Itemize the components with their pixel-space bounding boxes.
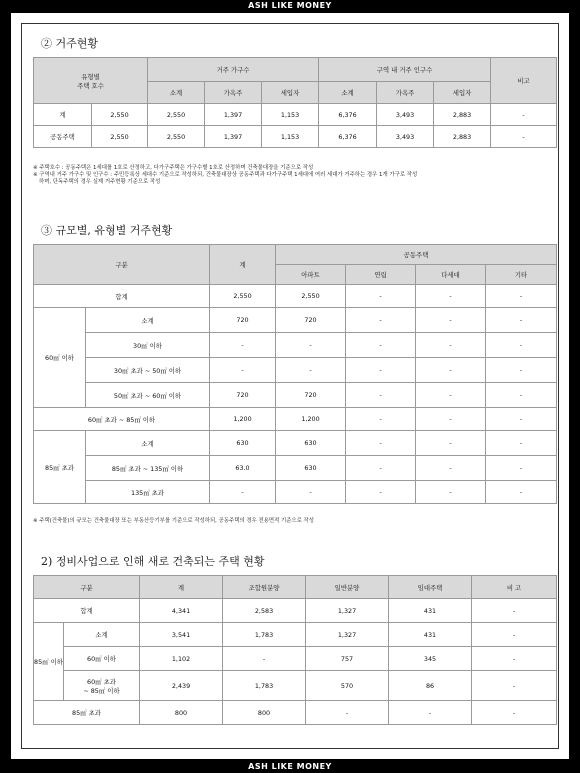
header-apartment-group: 공동주택 xyxy=(276,245,557,265)
residence-table xyxy=(33,57,557,148)
table-row: 60㎡ 이하 1,102 - 757 345 - xyxy=(34,647,557,671)
table-row: 계 2,550 2,550 1,397 1,153 6,376 3,493 2,883 - xyxy=(34,104,557,126)
table-row: 30㎡ 이하 - - - - - xyxy=(34,333,557,358)
table-row: 85㎡ 초과 800 800 - - - xyxy=(34,701,557,725)
top-banner: ASH LIKE MONEY xyxy=(0,0,580,12)
residence-notes: ※ 주택호수 : 공동주택은 1세대를 1호로 산정하고, 다가구주택은 가구수별 1호로 산정하며 건축물대장을 기준으로 작성 ※ 구역내 거주 가구수 및 인구수 : 주민등록상 세대수 기준으로 작성하되, 건축물대장상 공동주택과 다가구주택 1세대에 여러 세대가 거주하는 경우 1개 가구로 작성 하며, 단독주택의 경우 실제 거주현황 기준으로 작성 xyxy=(33,165,418,185)
size-note: ※ 주택(건축물)의 규모는 건축물대장 또는 부동산등기부를 기준으로 작성하되, 공동주택의 경우 전용면적 기준으로 작성 xyxy=(33,518,314,524)
table-row: 공동주택 2,550 2,550 1,397 1,153 6,376 3,493 2,883 - xyxy=(34,126,557,148)
header-total: 계 xyxy=(210,245,276,285)
table-row: 합계 4,341 2,583 1,327 431 - xyxy=(34,599,557,623)
table-row: 85㎡ 초과 ~ 135㎡ 이하 63.0 630 - - - xyxy=(34,456,557,481)
header-sub: 소계 xyxy=(319,82,377,104)
header-category: 구분 xyxy=(34,245,210,285)
section-title-residence: ② 거주현황 xyxy=(41,37,99,50)
table-row: 60㎡ 초과 ~ 85㎡ 이하 2,439 1,783 570 86 - xyxy=(34,671,557,701)
table-row: 50㎡ 초과 ~ 60㎡ 이하 720 720 - - - xyxy=(34,383,557,408)
header-population: 구역 내 거주 인구수 xyxy=(319,58,491,82)
header-sub: 소계 xyxy=(148,82,205,104)
header-households: 거주 가구수 xyxy=(148,58,319,82)
table-row: 60㎡ 이하 소계 720 720 - - - xyxy=(34,308,557,333)
section-title-by-size: ③ 규모별, 유형별 거주현황 xyxy=(41,224,173,237)
table-row: 85㎡ 이하 소계 3,541 1,783 1,327 431 - xyxy=(34,623,557,647)
table-row: 85㎡ 초과 소계 630 630 - - - xyxy=(34,431,557,456)
table-row: 135㎡ 초과 - - - - - xyxy=(34,481,557,504)
new-housing-table: 구분 계 조합원분양 일반분양 임대주택 비 고 합계 4,341 2,583 1,327 431 - 85㎡ 이하 소계 3,541 1,783 1,327 431 - 60㎡ 이하 1,102 - 757 345 - 60㎡ 초과 ~ 85㎡ 이하 2,439 1,783 570 86 - 85㎡ 초과 800 800 - - - xyxy=(33,575,557,725)
header-sub: 가옥주 xyxy=(205,82,262,104)
header-remark: 비고 xyxy=(491,58,557,104)
header-sub: 가옥주 xyxy=(377,82,434,104)
section-title-new-housing: 2) 정비사업으로 인해 새로 건축되는 주택 현황 xyxy=(41,555,265,568)
document-page xyxy=(11,13,569,759)
table-row: 60㎡ 초과 ~ 85㎡ 이하 1,200 1,200 - - - xyxy=(34,408,557,431)
header-sub: 세입자 xyxy=(262,82,319,104)
size-type-table: 구분 계 공동주택 아파트 연립 다세대 기타 합계 2,550 2,550 - - - 60㎡ 이하 소계 720 720 - - - 30㎡ 이하 - - - - - 30㎡ 초과 ~ 50㎡ 이하 - - - - - 50㎡ 초과 ~ 60㎡ 이하 720 720 - - - 60㎡ 초과 ~ 85㎡ 이하 1,200 1,200 - - - 85㎡ 초과 소계 630 630 - - - 85㎡ 초과 ~ 135㎡ 이하 63.0 630 - - - 135㎡ 초과 - - - - - xyxy=(33,244,557,504)
header-type: 유형별 주택 호수 xyxy=(34,58,148,104)
header-sub: 세입자 xyxy=(434,82,491,104)
bottom-banner: ASH LIKE MONEY xyxy=(0,761,580,773)
table-row: 30㎡ 초과 ~ 50㎡ 이하 - - - - - xyxy=(34,358,557,383)
table-row: 합계 2,550 2,550 - - - xyxy=(34,285,557,308)
